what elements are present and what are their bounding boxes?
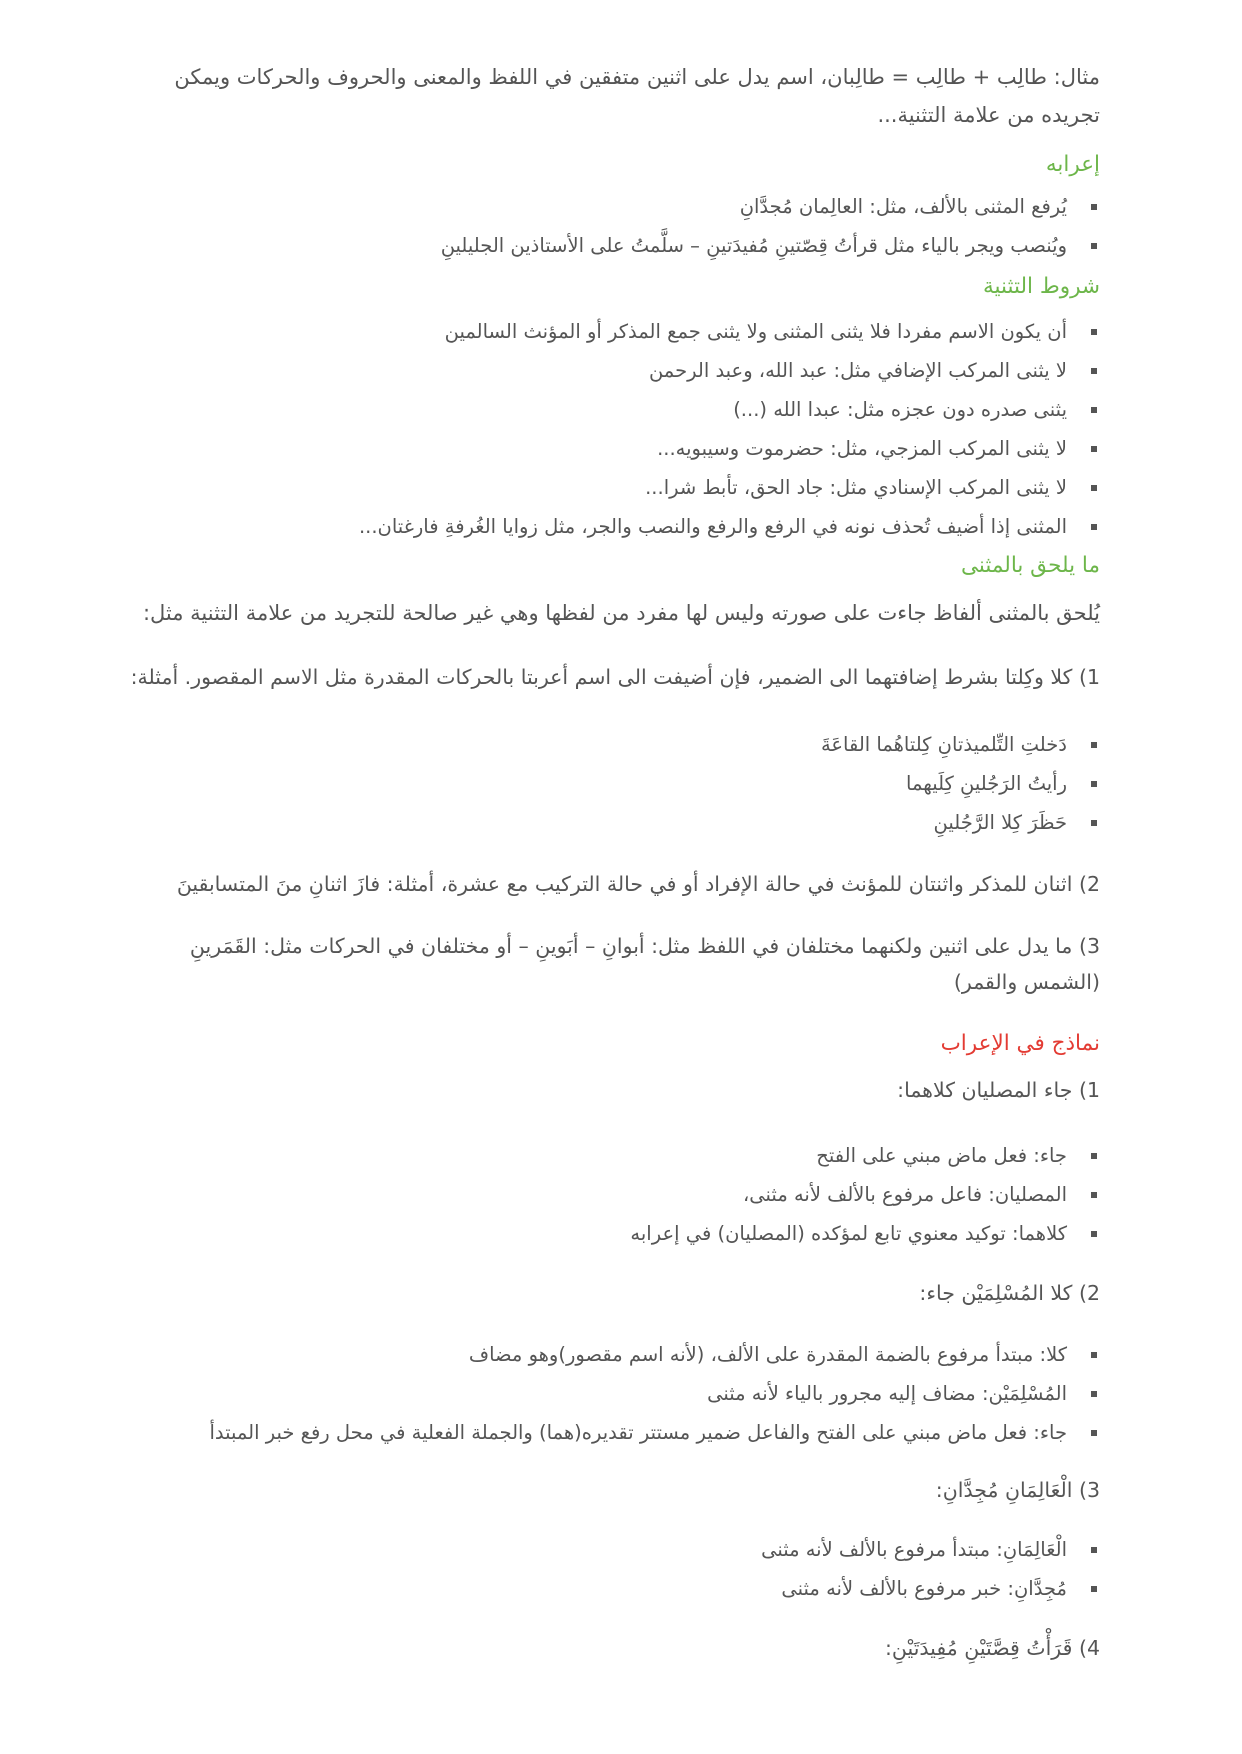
list-item: جاء: فعل ماض مبني على الفتح xyxy=(118,1136,1100,1175)
heading-attached: ما يلحق بالمثنى xyxy=(960,553,1100,578)
attached-examples-list xyxy=(118,725,1100,842)
attached-item-1: 1) كلا وكِلتا بشرط إضافتهما الى الضمير، فإن أضيفت الى اسم أعربتا بالحركات المقدرة مثل الاسم المقصور. أمثلة: xyxy=(130,665,1100,689)
model-1-list xyxy=(118,1136,1100,1253)
bullet-icon xyxy=(1091,204,1097,210)
list-item: لا يثنى المركب الإسنادي مثل: جاد الحق، تأبط شرا... xyxy=(118,468,1100,507)
list-item: جاء: فعل ماض مبني على الفتح والفاعل ضمير مستتر تقديره(هما) والجملة الفعلية في محل رفع خبر المبتدأ xyxy=(118,1413,1100,1452)
bullet-icon xyxy=(1091,781,1097,787)
bullet-icon xyxy=(1091,368,1097,374)
bullet-icon xyxy=(1091,742,1097,748)
list-item: كلا: مبتدأ مرفوع بالضمة المقدرة على الألف، (لأنه اسم مقصور)وهو مضاف xyxy=(118,1335,1100,1374)
list-item: مُجِدَّانِ: خبر مرفوع بالألف لأنه مثنى xyxy=(118,1569,1100,1608)
bullet-icon xyxy=(1091,524,1097,530)
heading-conditions: شروط التثنية xyxy=(983,274,1100,299)
bullet-icon xyxy=(1091,1391,1097,1397)
bullet-icon xyxy=(1091,1547,1097,1553)
intro-paragraph: مثال: طالِب + طالِب = طالِبان، اسم يدل على اثنين متفقين في اللفظ والمعنى والحروف والحركات ويمكن تجريده من علامة التثنية... xyxy=(174,65,1100,127)
model-1: 1) جاء المصليان كلاهما: xyxy=(897,1078,1100,1102)
model-3-list xyxy=(118,1530,1100,1608)
list-item: كلاهما: توكيد معنوي تابع لمؤكده (المصليان) في إعرابه xyxy=(118,1214,1100,1253)
bullet-icon xyxy=(1091,407,1097,413)
list-item: أن يكون الاسم مفردا فلا يثنى المثنى ولا يثنى جمع المذكر أو المؤنث السالمين xyxy=(118,312,1100,351)
bullet-icon xyxy=(1091,1586,1097,1592)
heading-models: نماذج في الإعراب xyxy=(940,1031,1100,1056)
bullet-icon xyxy=(1091,1192,1097,1198)
model-2: 2) كلا المُسْلِمَيْن جاء: xyxy=(919,1281,1100,1305)
bullet-icon xyxy=(1091,1231,1097,1237)
heading-irab: إعرابه xyxy=(1045,152,1100,177)
list-item: المثنى إذا أضيف تُحذف نونه في الرفع والرفع والنصب والجر، مثل زوايا الغُرفةِ فارغتان... xyxy=(118,507,1100,546)
list-item: المُسْلِمَيْن: مضاف إليه مجرور بالياء لأنه مثنى xyxy=(118,1374,1100,1413)
list-item: يثنى صدره دون عجزه مثل: عبدا الله (...) xyxy=(118,390,1100,429)
list-item: لا يثنى المركب الإضافي مثل: عبد الله، وعبد الرحمن xyxy=(118,351,1100,390)
model-4: 4) قَرَأْتُ قِصَّتَيْنِ مُفِيدَتَيْنِ: xyxy=(885,1636,1100,1660)
bullet-icon xyxy=(1091,1352,1097,1358)
model-3: 3) الْعَالِمَانِ مُجِدَّانِ: xyxy=(935,1478,1100,1502)
attached-item-2: 2) اثنان للمذكر واثنتان للمؤنث في حالة الإفراد أو في حالة التركيب مع عشرة، أمثلة: فازَ اثنانِ منَ المتسابقينَ xyxy=(176,872,1100,896)
list-item: المصليان: فاعل مرفوع بالألف لأنه مثنى، xyxy=(118,1175,1100,1214)
list-item: ويُنصب ويجر بالياء مثل قرأتُ قِصّتينِ مُفيدَتينِ – سلَّمتُ على الأستاذين الجليلينِ xyxy=(118,226,1100,265)
bullet-icon xyxy=(1091,820,1097,826)
bullet-icon xyxy=(1091,1430,1097,1436)
attached-intro: يُلحق بالمثنى ألفاظ جاءت على صورته وليس لها مفرد من لفظها وهي غير صالحة للتجريد من علامة التثنية مثل: xyxy=(142,601,1100,625)
bullet-icon xyxy=(1091,446,1097,452)
bullet-icon xyxy=(1091,329,1097,335)
list-item: يُرفع المثنى بالألف، مثل: العالِمان مُجدَّانِ xyxy=(118,187,1100,226)
list-item: حَظَرَ كِلا الرَّجُلينِ xyxy=(118,803,1100,842)
list-item: رأيتُ الرَجُلينِ كِلَيهما xyxy=(118,764,1100,803)
list-item: الْعَالِمَانِ: مبتدأ مرفوع بالألف لأنه مثنى xyxy=(118,1530,1100,1569)
conditions-list xyxy=(118,312,1100,546)
model-2-list xyxy=(118,1335,1100,1452)
document-body xyxy=(118,58,1100,1666)
bullet-icon xyxy=(1091,485,1097,491)
bullet-icon xyxy=(1091,1153,1097,1159)
irab-list xyxy=(118,187,1100,265)
attached-item-3: 3) ما يدل على اثنين ولكنهما مختلفان في اللفظ مثل: أبوانِ – أبَوينِ – أو مختلفان في الحركات مثل: القَمَرينِ (الشمس والقمر) xyxy=(189,934,1100,994)
bullet-icon xyxy=(1091,243,1097,249)
list-item: لا يثنى المركب المزجي، مثل: حضرموت وسيبويه... xyxy=(118,429,1100,468)
list-item: دَخلتِ التِّلميذتانِ كِلتاهُما القاعَةَ xyxy=(118,725,1100,764)
